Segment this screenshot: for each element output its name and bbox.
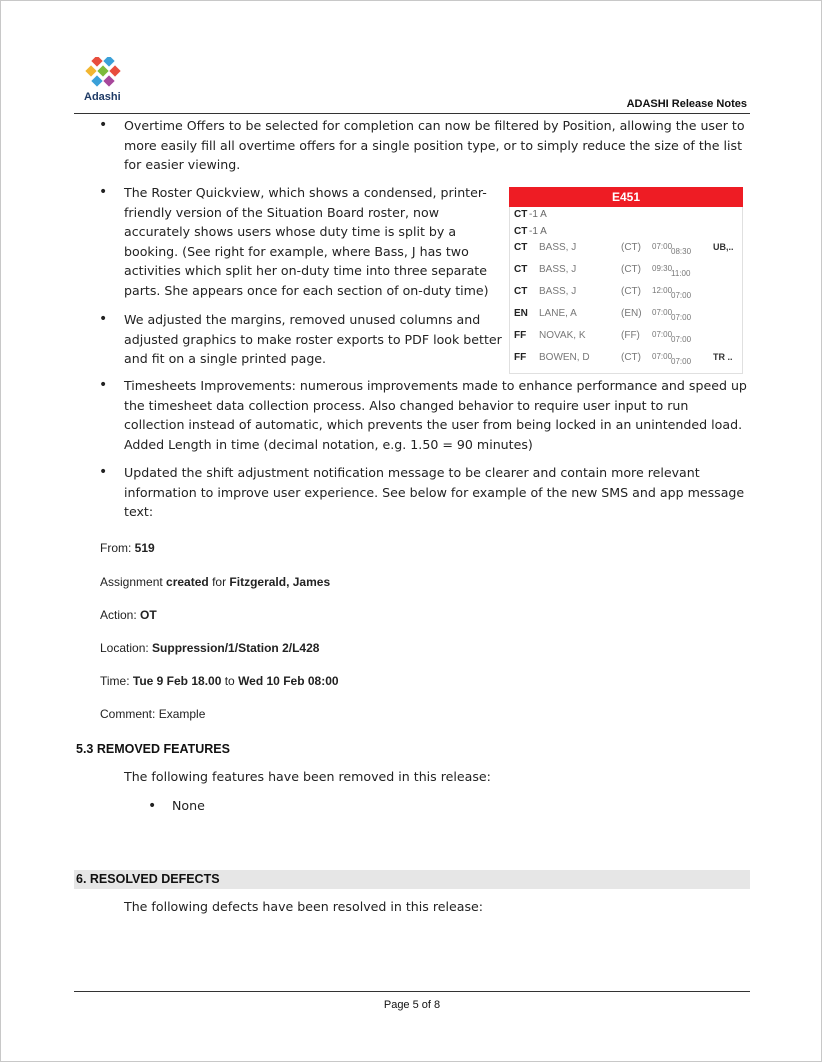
section-intro: The following defects have been resolved in this release: bbox=[124, 899, 484, 914]
page-number: Page 5 of 8 bbox=[383, 999, 441, 1011]
roster-row bbox=[510, 286, 742, 304]
roster-role: CT bbox=[514, 226, 528, 237]
roster-name: BOWEN, D bbox=[539, 352, 590, 363]
message-action-line: Action: OT bbox=[100, 608, 157, 622]
roster-position: (CT) bbox=[621, 242, 641, 253]
roster-start-time: 07:00 bbox=[652, 330, 673, 339]
roster-role: CT bbox=[514, 242, 528, 253]
logo-text: Adashi bbox=[84, 91, 121, 103]
roster-role: FF bbox=[514, 330, 527, 341]
roster-start-time: 09:30 bbox=[652, 264, 673, 273]
roster-name: BASS, J bbox=[539, 286, 577, 297]
roster-name: BASS, J bbox=[539, 264, 577, 275]
roster-start-time: 07:00 bbox=[652, 308, 673, 317]
roster-role: CT bbox=[514, 264, 528, 275]
roster-extra: -1 A bbox=[529, 226, 547, 237]
roster-quickview-image bbox=[509, 187, 743, 373]
roster-role: CT bbox=[514, 209, 528, 220]
header-title: ADASHI Release Notes bbox=[626, 98, 747, 110]
message-assignment-line: Assignment created for Fitzgerald, James bbox=[100, 575, 331, 589]
roster-row bbox=[510, 330, 742, 348]
roster-tag: UB,.. bbox=[713, 242, 734, 252]
roster-end-time: 07:00 bbox=[671, 313, 692, 322]
roster-extra: -1 A bbox=[529, 209, 547, 220]
roster-start-time: 07:00 bbox=[652, 242, 673, 251]
bullet-item: • Timesheets Improvements: numerous improvements made to enhance performance and speed up the timesheet data collection process. Also changed behavior to require user input to run collection instead of automatic, which prevents the user from being locked in an unintended load. Added Length in time (decimal notation, e.g. 1.50 = 90 minutes) bbox=[124, 376, 752, 454]
roster-position: (CT) bbox=[621, 264, 641, 275]
roster-name: NOVAK, K bbox=[539, 330, 586, 341]
roster-start-time: 12:00 bbox=[652, 286, 673, 295]
roster-row bbox=[510, 264, 742, 282]
bullet-item: • Updated the shift adjustment notification message to be clearer and contain more relevant information to improve user experience. See below for example of the new SMS and app message text: bbox=[124, 463, 752, 522]
roster-tag: TR .. bbox=[713, 352, 733, 362]
bullet-item: • None bbox=[172, 798, 205, 813]
bullet-item: • We adjusted the margins, removed unused columns and adjusted graphics to make roster exports to PDF look better and fit on a single printed page. bbox=[124, 310, 504, 369]
roster-role: CT bbox=[514, 286, 528, 297]
roster-role: EN bbox=[514, 308, 528, 319]
roster-row bbox=[510, 242, 742, 260]
footer-divider bbox=[74, 991, 750, 992]
roster-row bbox=[510, 352, 742, 370]
roster-end-time: 07:00 bbox=[671, 357, 692, 366]
roster-end-time: 08:30 bbox=[671, 247, 692, 256]
roster-row bbox=[510, 308, 742, 326]
roster-end-time: 07:00 bbox=[671, 291, 692, 300]
bullet-item: • The Roster Quickview, which shows a condensed, printer-friendly version of the Situation Board roster, now accurately shows users whose duty time is split by a booking. (See right for example, where Bass, J has two activities which split her on-duty time into three separate parts. She appears once for each section of on-duty time) bbox=[124, 183, 504, 300]
message-comment-line: Comment: Example bbox=[100, 707, 206, 721]
bullet-item: • Overtime Offers to be selected for completion can now be filtered by Position, allowing the user to more easily fill all overtime offers for a single position type, or to simply reduce the size of the list for easier viewing. bbox=[124, 116, 749, 175]
roster-start-time: 07:00 bbox=[652, 352, 673, 361]
roster-role: FF bbox=[514, 352, 527, 363]
roster-position: (CT) bbox=[621, 352, 641, 363]
section-heading-resolved-defects: 6. RESOLVED DEFECTS bbox=[74, 870, 750, 889]
roster-end-time: 11:00 bbox=[671, 269, 691, 278]
message-location-line: Location: Suppression/1/Station 2/L428 bbox=[100, 641, 320, 655]
roster-unit-header: E451 bbox=[509, 187, 743, 207]
roster-name: BASS, J bbox=[539, 242, 577, 253]
header-divider bbox=[74, 113, 750, 114]
roster-row bbox=[510, 209, 742, 227]
roster-name: LANE, A bbox=[539, 308, 577, 319]
section-heading-removed-features: 5.3 REMOVED FEATURES bbox=[76, 742, 230, 756]
section-intro: The following features have been removed in this release: bbox=[124, 769, 491, 784]
message-time-line: Time: Tue 9 Feb 18.00 to Wed 10 Feb 08:00 bbox=[100, 674, 339, 688]
roster-position: (EN) bbox=[621, 308, 642, 319]
message-from-line: From: 519 bbox=[100, 541, 155, 555]
roster-position: (FF) bbox=[621, 330, 640, 341]
roster-end-time: 07:00 bbox=[671, 335, 692, 344]
roster-rows bbox=[509, 207, 743, 374]
roster-position: (CT) bbox=[621, 286, 641, 297]
